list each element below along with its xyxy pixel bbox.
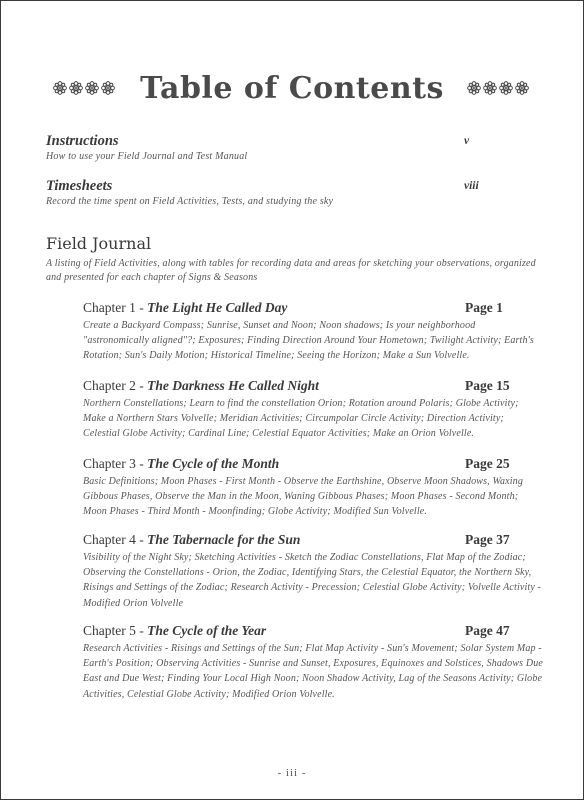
field-journal-description: A listing of Field Activities, along with tables for recording data and areas for sketching your observations, organized and presented for each chapter of Signs & Seasons xyxy=(46,258,536,283)
chapter-description: Create a Backyard Compass; Sunrise, Sunset and Noon; Noon shadows; Is your neighborhood "astronomically aligned"?; Exposures; Finding Direction Around Your Hometown; Twilight Activity; Earth's Rotation; Sun's Daily Motion; Historical Timeline; Seeing the Horizon; Make a Sun Volvelle. xyxy=(83,320,534,362)
chapter-page-number: Page 25 xyxy=(465,456,510,471)
chapter-page-number: Page 47 xyxy=(465,623,510,638)
chapter-page-number: Page 1 xyxy=(465,300,503,315)
chapter-description: Northern Constellations; Learn to find the constellation Orion; Rotation around Polaris; Globe Activity; Make a Northern Stars Volvelle; Meridian Activities; Circumpolar Circle Activity; Direction Activity; Celestial Globe Activity; Cardinal Line; Celestial Equator Activities; Make an Orion Volvelle. xyxy=(83,398,519,440)
toc-entry-chapter-1[interactable] xyxy=(83,300,543,364)
right-ornaments xyxy=(467,81,529,95)
chapter-title: The Tabernacle for the Sun xyxy=(147,532,301,547)
entry-description: Record the time spent on Field Activities, Tests, and studying the sky xyxy=(46,196,334,207)
chapter-number: Chapter 2 - xyxy=(83,378,148,393)
entry-page-number: viii xyxy=(464,180,479,192)
chapter-description: Basic Definitions; Moon Phases - First Month - Observe the Earthshine, Observe Moon Shadows, Waxing Gibbous Phases, Observe the Man in the Moon, Waning Gibbous Phases; Moon Phases - Second Month; Moon Phases - Third Month - Moonfinding; Globe Activity; Modified Sun Volvelle. xyxy=(83,476,523,518)
chapter-page-number: Page 15 xyxy=(465,378,510,393)
chapter-title: The Darkness He Called Night xyxy=(147,378,319,393)
toc-entry-chapter-5[interactable] xyxy=(83,623,543,702)
flower-rosette-icon xyxy=(483,81,497,95)
flower-rosette-icon xyxy=(499,81,513,95)
entry-heading: Timesheets xyxy=(46,178,113,194)
chapter-title: The Cycle of the Year xyxy=(147,623,267,638)
page-title: Table of Contents xyxy=(140,71,444,106)
chapter-description: Visibility of the Night Sky; Sketching Activities - Sketch the Zodiac Constellations, Flat Map of the Zodiac; Observing the Constellations - Orion, the Zodiac, Identifying Stars, the Celestial Equator, the Northern Sky, Risings and Settings of the Zodiac; Research Activity - Precession; Celestial Globe Activity; Volvelle Activity - Modified Orion Volvelle xyxy=(83,552,542,609)
entry-heading: Instructions xyxy=(46,133,119,149)
chapter-description: Research Activities - Risings and Settings of the Sun; Flat Map Activity - Sun's Movement; Solar System Map - Earth's Position; Observing Activities - Sunrise and Sunset, Exposures, Equinoxes and Solstices, Shadows Due East and Due West; Finding Your Local High Noon; Noon Shadow Activity, Lag of the Seasons Activity; Globe Activities, Celestial Globe Activity; Modified Orion Volvelle. xyxy=(83,643,543,700)
toc-entry-chapter-3[interactable] xyxy=(83,456,543,520)
chapter-number: Chapter 4 - xyxy=(83,532,148,547)
chapter-number: Chapter 3 - xyxy=(83,456,148,471)
chapter-heading xyxy=(83,532,543,550)
chapter-title: The Cycle of the Month xyxy=(147,456,280,471)
toc-entry-instructions[interactable] xyxy=(46,133,546,162)
chapter-title: The Light He Called Day xyxy=(147,300,288,315)
flower-rosette-icon xyxy=(467,81,481,95)
chapter-heading xyxy=(83,456,543,474)
chapter-number: Chapter 1 - xyxy=(83,300,148,315)
page-number-footer: - iii - xyxy=(277,767,307,779)
toc-entry-chapter-2[interactable] xyxy=(83,378,543,442)
entry-description: How to use your Field Journal and Test Manual xyxy=(46,151,248,162)
toc-entry-timesheets[interactable] xyxy=(46,178,546,207)
flower-rosette-icon xyxy=(515,81,529,95)
chapter-heading xyxy=(83,623,543,641)
toc-entry-chapter-4[interactable] xyxy=(83,532,543,611)
entry-page-number: v xyxy=(464,135,470,147)
field-journal-heading: Field Journal xyxy=(46,234,152,253)
chapter-heading xyxy=(83,378,543,396)
chapter-number: Chapter 5 - xyxy=(83,623,148,638)
chapter-heading xyxy=(83,300,543,318)
chapter-page-number: Page 37 xyxy=(465,532,510,547)
